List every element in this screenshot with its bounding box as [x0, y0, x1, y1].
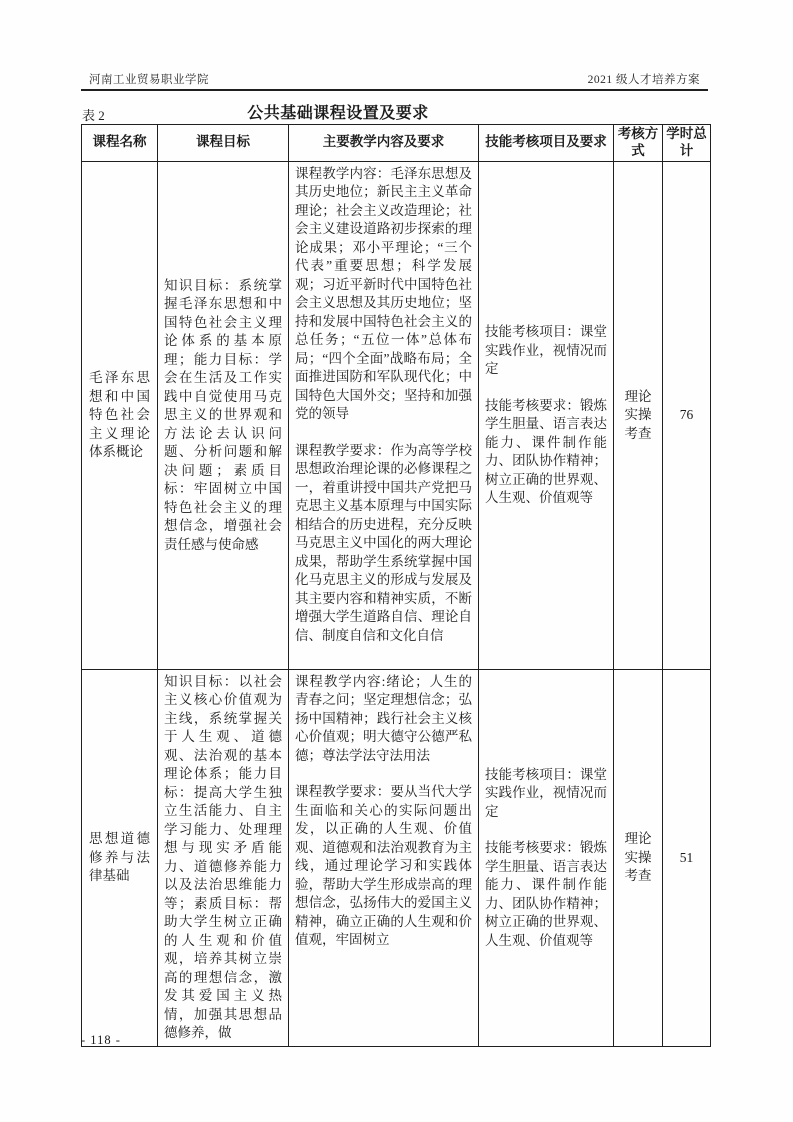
table-header-row: [82, 125, 711, 162]
skill-assessment-requirements-paragraph: 技能考核要求：锻炼学生胆量、语言表达能力、课件制作能力、团队协作精神；树立正确的世界观、人生观、价值观等: [485, 397, 607, 505]
teaching-content-paragraph: 课程教学内容:绪论；人生的青春之问；坚定理想信念；弘扬中国精神；践行社会主义核心价值观；明大德守公德严私德；尊法学法守法用法: [295, 673, 472, 763]
total-hours-cell: 76: [663, 161, 711, 669]
page-header: [89, 71, 700, 87]
header-school-name: 河南工业贸易职业学院: [89, 74, 209, 86]
course-objectives-cell: 知识目标：以社会主义核心价值观为主线，系统掌握关于人生观、道德观、法治观的基本理论体系；能力目标：提高大学生独立生活能力、自主学习能力、处理理想与现实矛盾能力、道德修养能力以及法治思维能力等；素质目标：帮助大学生树立正确的人生观和价值观，培养其树立崇高的理想信念，激发其爱国主义热情，加强其思想品德修养，做: [158, 669, 289, 1046]
table-row-morality-law-course: [82, 669, 711, 1046]
total-hours-cell: 51: [663, 669, 711, 1046]
header-plan-title: 2021 级人才培养方案: [587, 74, 700, 86]
skill-assessment-project-paragraph: 技能考核项目：课堂实践作业，视情况而定: [485, 324, 607, 376]
course-objectives-cell: 知识目标：系统掌握毛泽东思想和中国特色社会主义理论体系的基本原理；能力目标：学会在生活及工作实践中自觉使用马克思主义的世界观和方法论去认识问题、分析问题和解决问题；素质目标：牢固树立中国特色社会主义的理想信念，增强社会责任感与使命感: [158, 161, 289, 669]
skill-assessment-cell: [479, 669, 614, 1046]
column-header-course-name: 课程名称: [82, 125, 158, 162]
table-title: 公共基础课程设置及要求: [247, 105, 429, 122]
table-label: 表 2: [82, 108, 105, 123]
course-table: [81, 124, 711, 1047]
teaching-content-paragraph: 课程教学内容：毛泽东思想及其历史地位；新民主主义革命理论；社会主义改造理论；社会主义建设道路初步探索的理论成果；邓小平理论；“三个代表”重要思想；科学发展观；习近平新时代中国特色社会主义思想及其历史地位；坚持和发展中国特色社会主义的总任务；“五位一体”总体布局；“四个全面”战略布局；全面推进国防和军队现代化；中国特色大国外交；坚持和加强党的领导: [295, 165, 472, 422]
column-header-total-hours: 学时总计: [663, 125, 711, 162]
course-name-cell: 思想道德修养与法律基础: [82, 669, 158, 1046]
skill-assessment-requirements-paragraph: 技能考核要求：锻炼学生胆量、语言表达能力、课件制作能力、团队协作精神；树立正确的世界观、人生观、价值观等: [485, 840, 607, 948]
teaching-content-cell: [289, 161, 479, 669]
teaching-requirements-paragraph: 课程教学要求：要从当代大学生面临和关心的实际问题出发，以正确的人生观、价值观、道德观和法治观教育为主线，通过理论学习和实践体验，帮助大学生形成崇高的理想信念，弘扬伟大的爱国主义精神，确立正确的人生观和价值观，牢固树立: [295, 784, 472, 948]
table-row-mao-theory-course: [82, 161, 711, 669]
column-header-teaching-content: 主要教学内容及要求: [289, 125, 479, 162]
table-caption-row: [81, 100, 710, 124]
column-header-skill-assessment: 技能考核项目及要求: [479, 125, 614, 162]
page-footer: [81, 1033, 121, 1048]
page-number: - 118 -: [81, 1033, 121, 1047]
column-header-assessment-method: 考核方式: [614, 125, 663, 162]
header-rule: [81, 89, 708, 91]
skill-assessment-cell: [479, 161, 614, 669]
teaching-content-cell: [289, 669, 479, 1046]
skill-assessment-project-paragraph: 技能考核项目：课堂实践作业，视情况而定: [485, 766, 607, 819]
column-header-course-objectives: 课程目标: [158, 125, 289, 162]
course-name-cell: 毛泽东思想和中国特色社会主义理论体系概论: [82, 161, 158, 669]
assessment-method-cell: 理论实操考查: [614, 161, 663, 669]
teaching-requirements-paragraph: 课程教学要求：作为高等学校思想政治理论课的必修课程之一，着重讲授中国共产党把马克思主义基本原理与中国实际相结合的历史进程，充分反映马克思主义中国化的两大理论成果，帮助学生系统掌握中国化马克思主义的形成与发展及其主要内容和精神实质，不断增强大学生道路自信、理论自信、制度自信和文化自信: [295, 442, 472, 643]
assessment-method-cell: 理论实操考查: [614, 669, 663, 1046]
